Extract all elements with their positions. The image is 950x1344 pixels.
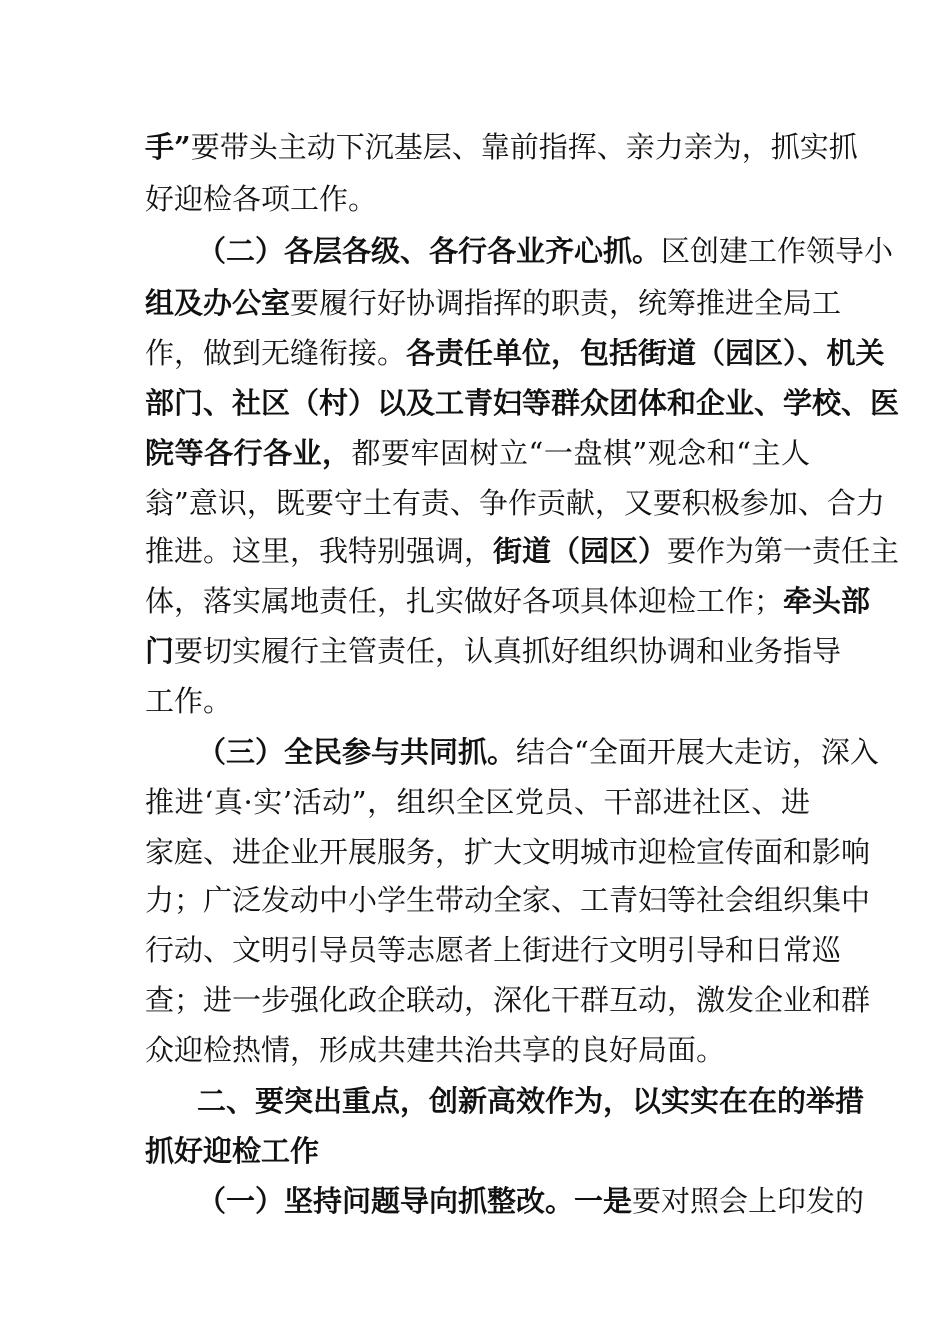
text-line	[145, 682, 810, 720]
bold-text-segment: （一）坚持问题导向抓整改。一是	[197, 1184, 633, 1218]
text-line	[145, 1031, 810, 1069]
text-line	[145, 128, 858, 166]
text-line	[145, 833, 871, 871]
section-heading-line	[197, 1182, 865, 1220]
text-segment: 推进‘真·实’活动”，组织全区党员、干部进社区、进	[145, 785, 810, 819]
text-line	[145, 384, 900, 422]
text-segment: 众迎检热情，形成共建共治共享的良好局面。	[145, 1033, 726, 1067]
text-line	[145, 881, 871, 919]
bold-text-segment: 牵头部	[783, 584, 871, 618]
text-line	[145, 981, 871, 1019]
text-segment: 推进。这里，我特别强调，	[145, 534, 494, 568]
text-segment: 结合“全面开展大走访，深入	[516, 735, 879, 769]
text-segment: 都要牢固树立“一盘棋”观念和“主人	[351, 436, 810, 470]
bold-text-segment: 各责任单位，包括街道（园区）、机关	[406, 336, 885, 370]
text-segment: 要对照会上印发的	[632, 1184, 865, 1218]
text-line	[145, 334, 885, 372]
text-segment: 要履行好协调指挥的职责，统筹推进全局工	[290, 286, 842, 320]
text-segment: 力；广泛发动中小学生带动全家、工青妇等社会组织集中	[145, 883, 871, 917]
bold-text-segment: （三）全民参与共同抓。	[197, 735, 517, 769]
bold-text-segment: 院等各行各业，	[145, 436, 352, 470]
text-line	[145, 284, 842, 322]
bold-text-segment: 手”	[145, 130, 191, 164]
bold-text-segment: 门	[145, 634, 175, 668]
section-heading-line	[145, 1132, 810, 1170]
text-segment: 体，落实属地责任，扎实做好各项具体迎检工作；	[145, 584, 784, 618]
text-segment: 好迎检各项工作。	[145, 182, 378, 216]
text-segment: 要切实履行主管责任，认真抓好组织协调和业务指导	[174, 634, 842, 668]
text-line	[145, 180, 810, 218]
text-line	[145, 434, 810, 472]
text-line	[145, 632, 842, 670]
text-line	[145, 931, 842, 969]
text-segment: 作，做到无缝衔接。	[145, 336, 407, 370]
text-segment: 家庭、进企业开展服务，扩大文明城市迎检宣传面和影响	[145, 835, 871, 869]
text-line	[145, 532, 900, 570]
section-heading-line	[197, 232, 894, 270]
text-segment: 要作为第一责任主	[667, 534, 900, 568]
text-line	[145, 783, 810, 821]
text-line	[145, 582, 871, 620]
text-segment: 行动、文明引导员等志愿者上街进行文明引导和日常巡	[145, 933, 842, 967]
bold-text-segment: 组及办公室	[145, 286, 291, 320]
section-heading-line	[197, 1082, 865, 1120]
bold-text-segment: 抓好迎检工作	[145, 1134, 320, 1168]
bold-text-segment: （二）各层各级、各行各业齐心抓。	[197, 234, 662, 268]
bold-text-segment: 二、要突出重点，创新高效作为，以实实在在的举措	[197, 1084, 865, 1118]
section-heading-line	[197, 733, 879, 771]
text-line	[145, 484, 885, 522]
text-segment: 区创建工作领导小	[661, 234, 894, 268]
text-segment: 要带头主动下沉基层、靠前指挥、亲力亲为，抓实抓	[190, 130, 858, 164]
bold-text-segment: 部门、社区（村）以及工青妇等群众团体和企业、学校、医	[145, 386, 900, 420]
text-segment: 翁”意识，既要守土有责、争作贡献，又要积极参加、合力	[145, 486, 885, 520]
text-segment: 查；进一步强化政企联动，深化干群互动，激发企业和群	[145, 983, 871, 1017]
text-segment: 工作。	[145, 684, 233, 718]
bold-text-segment: 街道（园区）	[493, 534, 668, 568]
